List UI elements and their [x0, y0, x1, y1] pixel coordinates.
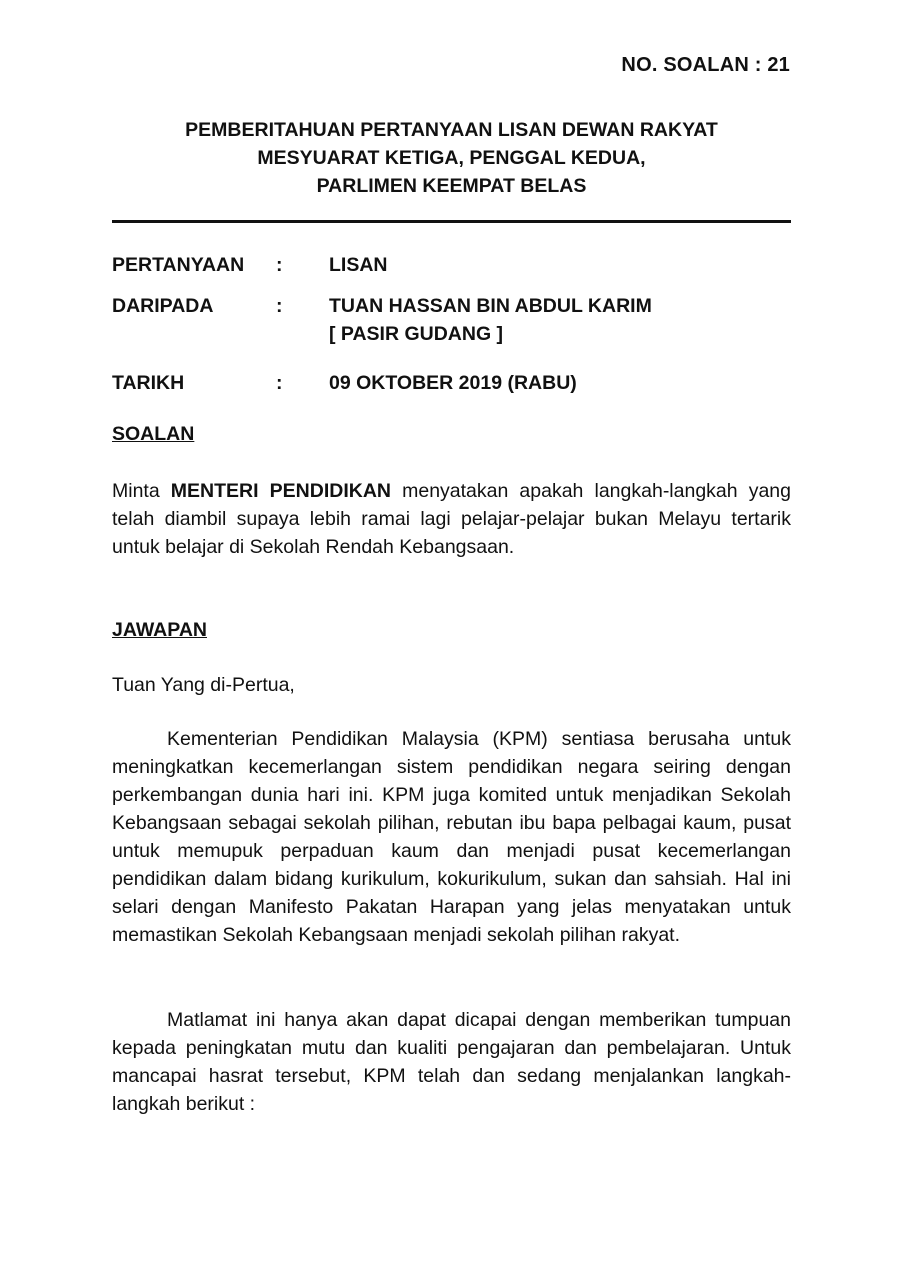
jawapan-paragraph-1: Kementerian Pendidikan Malaysia (KPM) sentiasa berusaha untuk meningkatkan kecemerlangan sistem pendidikan negara seiring dengan perkembangan dunia hari ini. KPM juga komited untuk menjadikan Sekolah Kebangsaan sebagai sekolah pilihan, rebutan ibu bapa pelbagai kaum, pusat untuk memupuk perpaduan kaum dan menjadi pusat kecemerlangan pendidikan dalam bidang kurikulum, kokurikulum, sukan dan sahsiah. Hal ini selari dengan Manifesto Pakatan Harapan yang jelas menyatakan untuk memastikan Sekolah Kebangsaan menjadi sekolah pilihan rakyat.: [112, 728, 791, 946]
soalan-prefix: Minta: [112, 480, 171, 502]
meta-colon: :: [276, 254, 283, 276]
meta-value-constituency: [ PASIR GUDANG ]: [329, 323, 504, 345]
horizontal-divider: [112, 220, 791, 223]
meta-value: 09 OKTOBER 2019 (RABU): [329, 372, 577, 394]
meta-value: TUAN HASSAN BIN ABDUL KARIM: [329, 295, 652, 317]
soalan-rest: menyatakan apakah langkah-langkah yang telah diambil supaya lebih ramai lagi pelajar-pelajar bukan Melayu tertarik untuk belajar di Sekolah Rendah Kebangsaan.: [112, 480, 791, 558]
soalan-text: [112, 477, 791, 561]
title-line-2: MESYUARAT KETIGA, PENGGAL KEDUA,: [257, 147, 646, 169]
question-number: NO. SOALAN : 21: [621, 54, 790, 76]
meta-label: TARIKH: [112, 372, 185, 394]
meta-colon: :: [276, 295, 283, 317]
soalan-minister: MENTERI PENDIDIKAN: [170, 480, 391, 502]
salutation: Tuan Yang di-Pertua,: [112, 674, 295, 696]
meta-label: PERTANYAAN: [112, 254, 245, 276]
soalan-heading: SOALAN: [112, 423, 195, 445]
meta-label: DARIPADA: [112, 295, 214, 317]
meta-value: LISAN: [329, 254, 388, 276]
title-line-3: PARLIMEN KEEMPAT BELAS: [316, 175, 587, 197]
title-line-1: PEMBERITAHUAN PERTANYAAN LISAN DEWAN RAKYAT: [185, 119, 718, 141]
jawapan-paragraph-2: Matlamat ini hanya akan dapat dicapai dengan memberikan tumpuan kepada peningkatan mutu dan kualiti pengajaran dan pembelajaran. Untuk mancapai hasrat tersebut, KPM telah dan sedang menjalankan langkah-langkah berikut :: [112, 1009, 791, 1115]
jawapan-heading: JAWAPAN: [112, 619, 207, 641]
meta-colon: :: [276, 372, 283, 394]
document-title: [112, 116, 791, 200]
